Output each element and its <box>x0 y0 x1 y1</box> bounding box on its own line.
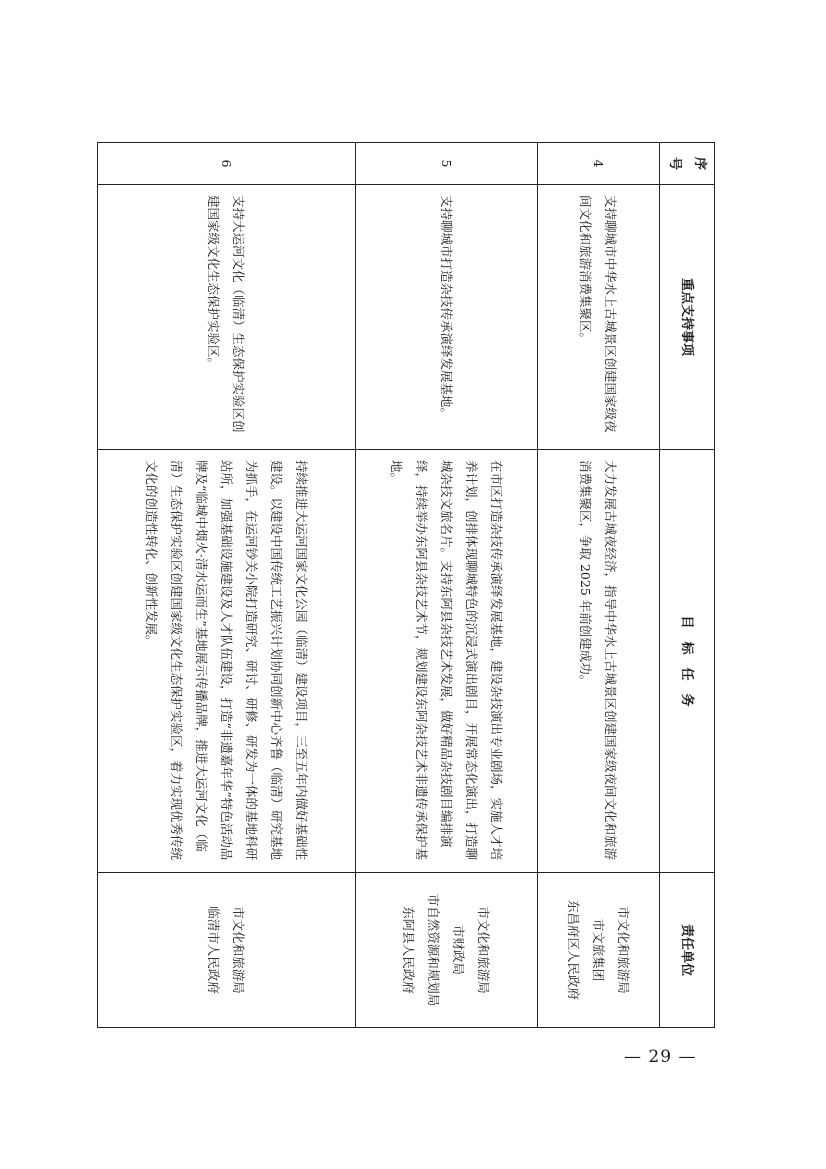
row-item: 支持聊城市中华水上古城景区创建国家级夜间文化和旅游消费集聚区。 <box>538 185 660 450</box>
row-number: 5 <box>356 143 538 185</box>
unit: 市自然资源和规划局 <box>426 893 442 1007</box>
row-task: 在市区打造杂技传承演绎发展基地，建设杂技演出专业剧场，实施人才培养计划，创排体现聊城特色的沉浸式演出剧目，开展常态化演出，打造聊城杂技文旅名片。支持东阿县杂技艺术发展，做好精品杂技剧目编排演绎，持续举办东阿县杂技艺术节，规划建设东阿杂技艺术非遗传承保护基地。 <box>356 450 538 873</box>
row-number: 6 <box>98 143 356 185</box>
header-units: 责任单位 <box>660 873 715 1028</box>
support-items-table <box>97 142 715 1028</box>
unit: 市财政局 <box>451 924 467 975</box>
table-row <box>538 143 660 1028</box>
header-items: 重点支持事项 <box>660 185 715 450</box>
row-item: 支持聊城市打造杂技传承演绎发展基地。 <box>356 185 538 450</box>
header-number: 序号 <box>660 143 715 185</box>
unit: 市文旅集团 <box>591 918 606 982</box>
rotated-table-container <box>109 142 715 1027</box>
row-task: 持续推进大运河国家文化公园（临清）建设项目，三至五年内做好基础性建设。以建设中国传统工艺振兴计划协同创新中心齐鲁（临清）研究基地为抓手，在运河钞关小院打造研究、研讨、研修、研发为一体的基地科研站所，加强基础设施建设及人才队伍建设，打造“非遗嘉年华”特色活动品牌及“临城中烟火·清水运而生”基地展示传播品牌，推进大运河文化（临清）生态保护实验区创建国家级文化生态保护实验区，着力实现优秀传统文化的创造性转化、创新性发展。 <box>98 450 356 873</box>
table-row <box>98 143 356 1028</box>
unit: 市文化和旅游局 <box>231 906 247 994</box>
row-number: 4 <box>538 143 660 185</box>
row-item: 支持大运河文化（临清）生态保护实验区创建国家级文化生态保护实验区。 <box>98 185 356 450</box>
unit: 市文化和旅游局 <box>476 906 492 994</box>
row-units <box>98 873 356 1028</box>
unit: 东阿县人民政府 <box>401 906 417 994</box>
header-tasks: 目 标 任 务 <box>660 450 715 873</box>
page-number: — 29 — <box>624 1047 697 1067</box>
unit: 市文化和旅游局 <box>616 906 631 994</box>
table-row <box>356 143 538 1028</box>
row-units <box>538 873 660 1028</box>
table-header-row <box>660 143 715 1028</box>
row-units <box>356 873 538 1028</box>
row-task: 大力发展古城夜经济，指导中华水上古城景区创建国家级夜间文化和旅游消费集聚区，争取 2025 年前创建成功。 <box>538 450 660 873</box>
unit: 东昌府区人民政府 <box>566 899 581 1000</box>
unit: 临清市人民政府 <box>206 906 222 994</box>
